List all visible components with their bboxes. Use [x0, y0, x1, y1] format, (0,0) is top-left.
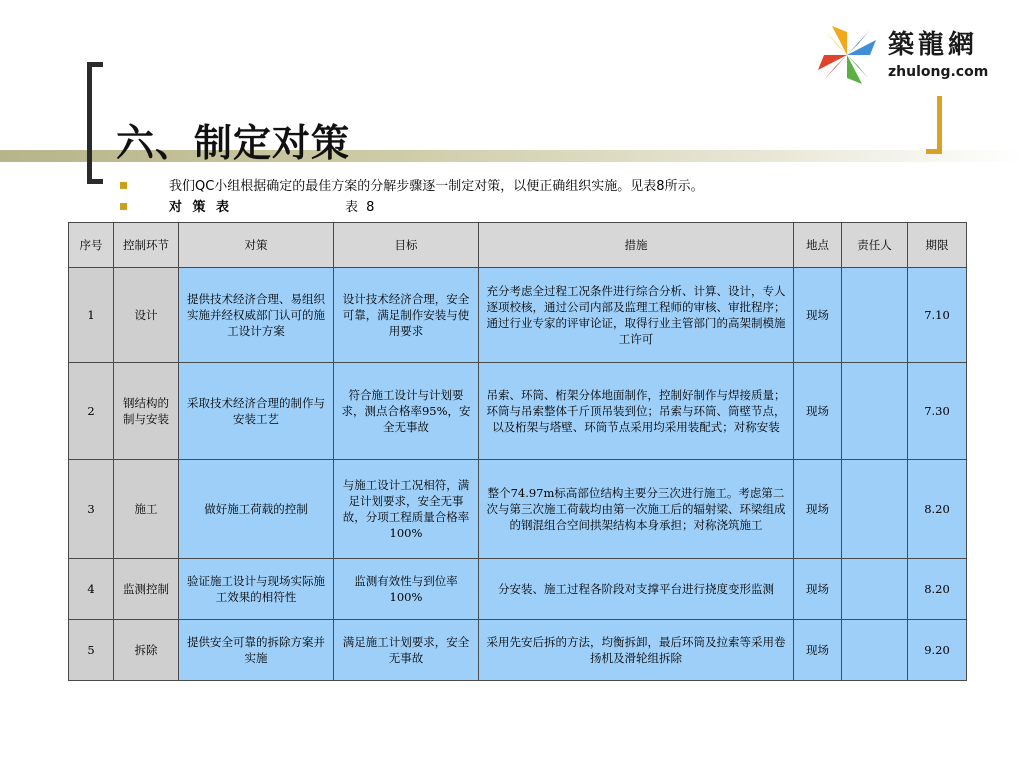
cell-owner — [842, 620, 908, 681]
table-row — [69, 363, 967, 460]
cell-deadline: 7.30 — [908, 363, 967, 460]
left-bracket-decoration — [87, 62, 103, 184]
pinwheel-logo-icon — [812, 18, 882, 92]
cell-action: 整个74.97m标高部位结构主要分三次进行施工。考虑第二次与第三次施工荷载均由第一次施工后的辐射梁、环梁组成的钢混组合空间拱架结构本身承担；对称浇筑施工 — [479, 460, 794, 559]
header-measure: 对策 — [179, 223, 334, 268]
cell-deadline: 8.20 — [908, 559, 967, 620]
header-place: 地点 — [794, 223, 842, 268]
cell-no: 4 — [69, 559, 114, 620]
cell-owner — [842, 559, 908, 620]
cell-no: 1 — [69, 268, 114, 363]
cell-action: 充分考虑全过程工况条件进行综合分析、计算、设计，专人逐项校核，通过公司内部及监理工程师的审核、审批程序；通过行业专家的评审论证，取得行业主管部门的高架制模施工许可 — [479, 268, 794, 363]
cell-owner — [842, 268, 908, 363]
cell-stage: 设计 — [114, 268, 179, 363]
header-goal: 目标 — [334, 223, 479, 268]
cell-goal: 设计技术经济合理，安全可靠，满足制作安装与使用要求 — [334, 268, 479, 363]
cell-stage: 拆除 — [114, 620, 179, 681]
cell-deadline: 8.20 — [908, 460, 967, 559]
cell-no: 5 — [69, 620, 114, 681]
cell-goal: 与施工设计工况相符，满足计划要求，安全无事故，分项工程质量合格率100% — [334, 460, 479, 559]
cell-stage: 钢结构的制与安装 — [114, 363, 179, 460]
logo-english-text: zhulong.com — [888, 64, 989, 80]
zhulong-logo — [812, 18, 1000, 92]
table-row — [69, 559, 967, 620]
cell-deadline: 7.10 — [908, 268, 967, 363]
cell-goal: 满足施工计划要求，安全无事故 — [334, 620, 479, 681]
cell-owner — [842, 460, 908, 559]
cell-stage: 施工 — [114, 460, 179, 559]
logo-chinese-text: 築龍網 — [888, 30, 979, 60]
header-stage: 控制环节 — [114, 223, 179, 268]
table-row — [69, 620, 967, 681]
cell-measure: 验证施工设计与现场实际施工效果的相符性 — [179, 559, 334, 620]
cell-place: 现场 — [794, 363, 842, 460]
cell-place: 现场 — [794, 460, 842, 559]
cell-goal: 监测有效性与到位率100% — [334, 559, 479, 620]
slide-title: 六、制定对策 — [116, 120, 351, 165]
cell-place: 现场 — [794, 268, 842, 363]
cell-place: 现场 — [794, 559, 842, 620]
table-caption: 对 策 表 — [169, 200, 233, 215]
cell-goal: 符合施工设计与计划要求，测点合格率95%，安全无事故 — [334, 363, 479, 460]
countermeasure-table — [68, 222, 967, 681]
cell-action: 采用先安后拆的方法，均衡拆卸，最后环筒及拉索等采用卷扬机及滑轮组拆除 — [479, 620, 794, 681]
cell-action: 分安装、施工过程各阶段对支撑平台进行挠度变形监测 — [479, 559, 794, 620]
cell-deadline: 9.20 — [908, 620, 967, 681]
header-owner: 责任人 — [842, 223, 908, 268]
header-deadline: 期限 — [908, 223, 967, 268]
table-header-row — [69, 223, 967, 268]
cell-measure: 做好施工荷载的控制 — [179, 460, 334, 559]
cell-measure: 提供技术经济合理、易组织实施并经权威部门认可的施工设计方案 — [179, 268, 334, 363]
cell-measure: 提供安全可靠的拆除方案并实施 — [179, 620, 334, 681]
table-row — [69, 460, 967, 559]
cell-measure: 采取技术经济合理的制作与安装工艺 — [179, 363, 334, 460]
bullet-text: 我们QC小组根据确定的最佳方案的分解步骤逐一制定对策，以便正确组织实施。见表8所示。 — [169, 179, 704, 194]
bullet-square-icon — [120, 203, 127, 210]
cell-place: 现场 — [794, 620, 842, 681]
table-row — [69, 268, 967, 363]
header-action: 措施 — [479, 223, 794, 268]
cell-stage: 监测控制 — [114, 559, 179, 620]
cell-action: 吊索、环筒、桁架分体地面制作，控制好制作与焊接质量；环筒与吊索整体千斤顶吊装到位；吊索与环筒、筒壁节点，以及桁架与塔壁、环筒节点采用均采用装配式；对称安装 — [479, 363, 794, 460]
cell-no: 3 — [69, 460, 114, 559]
table-number: 表 8 — [345, 200, 377, 215]
cell-no: 2 — [69, 363, 114, 460]
cell-owner — [842, 363, 908, 460]
bullet-square-icon — [120, 182, 127, 189]
right-bracket-decoration — [926, 96, 942, 154]
header-no: 序号 — [69, 223, 114, 268]
